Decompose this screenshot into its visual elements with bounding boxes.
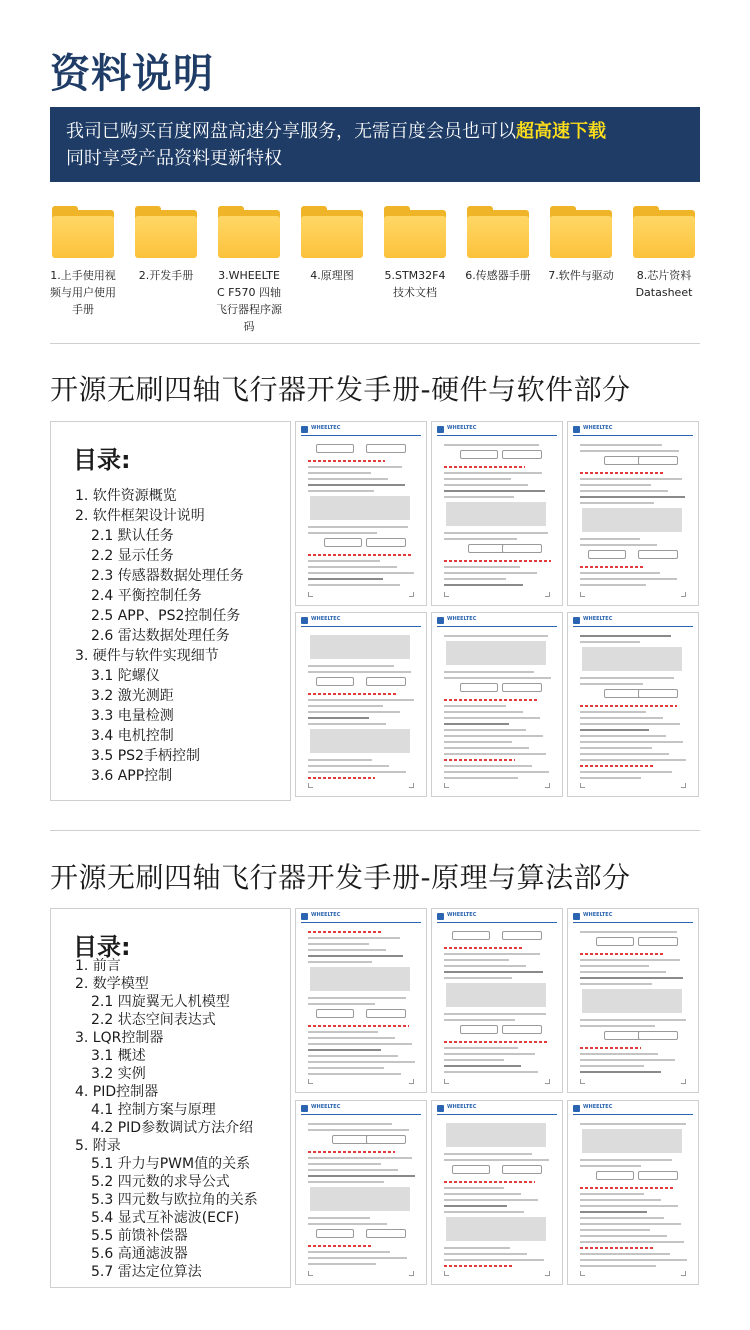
toc-panel-theory-algorithm: [50, 908, 291, 1288]
folder-icon: [633, 206, 695, 258]
page-thumbnail[interactable]: [567, 908, 699, 1093]
toc-panel-hardware-software: [50, 421, 291, 801]
page-thumbnail[interactable]: [567, 421, 699, 606]
thumbnail-logo-text: WHEELTEC: [311, 1104, 341, 1110]
folder-label: 1.上手使用视频与用户使用手册: [50, 269, 116, 316]
thumbnail-logo-text: WHEELTEC: [311, 425, 341, 431]
divider: [50, 830, 700, 831]
toc-item: 5.3 四元数与欧拉角的关系: [91, 1192, 258, 1208]
toc-item: 3.5 PS2手柄控制: [91, 748, 200, 764]
toc-item: 2.3 传感器数据处理任务: [91, 568, 244, 584]
thumbnail-logo-text: WHEELTEC: [447, 425, 477, 431]
toc-heading: 目录:: [73, 933, 131, 961]
toc-item: 3.2 激光测距: [91, 688, 174, 704]
toc-item: 3.3 电量检测: [91, 708, 174, 724]
page-thumbnail[interactable]: [431, 908, 563, 1093]
folder-item[interactable]: [216, 206, 282, 335]
toc-item: 1. 软件资源概览: [75, 488, 177, 504]
toc-item: 4.1 控制方案与原理: [91, 1102, 216, 1118]
toc-item: 2.2 显示任务: [91, 548, 174, 564]
thumbnail-logo-text: WHEELTEC: [583, 912, 613, 918]
folder-icon: [384, 206, 446, 258]
toc-item: 3.4 电机控制: [91, 728, 174, 744]
folder-item[interactable]: [50, 206, 116, 318]
toc-item: 1. 前言: [75, 958, 121, 974]
toc-item: 5.1 升力与PWM值的关系: [91, 1156, 251, 1172]
folder-item[interactable]: [299, 206, 365, 284]
banner-line-1: [66, 118, 684, 145]
folder-label: 5.STM32F4技术文档: [384, 269, 446, 299]
folder-label: 3.WHEELTEC F570 四轴飞行器程序源码: [216, 269, 282, 333]
page-thumbnail[interactable]: [431, 421, 563, 606]
folder-label: 4.原理图: [310, 269, 354, 282]
page-title: 资料说明: [50, 51, 214, 97]
toc-item: 5.5 前馈补偿器: [91, 1228, 188, 1244]
section-title-theory-algorithm: 开源无刷四轴飞行器开发手册-原理与算法部分: [50, 861, 631, 894]
toc-item: 3. 硬件与软件实现细节: [75, 648, 219, 664]
page-thumbnail[interactable]: [295, 421, 427, 606]
thumbnail-logo-text: WHEELTEC: [447, 616, 477, 622]
section-title-hardware-software: 开源无刷四轴飞行器开发手册-硬件与软件部分: [50, 373, 631, 406]
toc-item: 5.7 雷达定位算法: [91, 1264, 202, 1280]
toc-item: 2.1 默认任务: [91, 528, 174, 544]
folder-icon: [467, 206, 529, 258]
toc-item: 2.1 四旋翼无人机模型: [91, 994, 230, 1010]
toc-item: 2.5 APP、PS2控制任务: [91, 608, 241, 624]
toc-item: 2.6 雷达数据处理任务: [91, 628, 230, 644]
toc-list: [75, 957, 258, 1281]
banner-text: 我司已购买百度网盘高速分享服务，无需百度会员也可以: [66, 121, 516, 142]
toc-list: [75, 486, 244, 786]
thumbnail-logo-text: WHEELTEC: [447, 912, 477, 918]
folder-item[interactable]: [133, 206, 199, 284]
toc-item: 2.4 平衡控制任务: [91, 588, 202, 604]
page-thumbnail[interactable]: [567, 612, 699, 797]
thumbnail-logo-text: WHEELTEC: [583, 425, 613, 431]
page-thumbnail[interactable]: [295, 612, 427, 797]
toc-item: 5.2 四元数的求导公式: [91, 1174, 230, 1190]
folder-icon: [550, 206, 612, 258]
thumbnail-logo-text: WHEELTEC: [583, 616, 613, 622]
thumbnail-logo-text: WHEELTEC: [311, 616, 341, 622]
toc-item: 2. 软件框架设计说明: [75, 508, 205, 524]
page-thumbnail[interactable]: [431, 1100, 563, 1285]
toc-item: 5.6 高通滤波器: [91, 1246, 188, 1262]
folder-icon: [301, 206, 363, 258]
page-thumbnail[interactable]: [567, 1100, 699, 1285]
toc-item: 3.1 概述: [91, 1048, 146, 1064]
banner-highlight: 超高速下载: [516, 121, 606, 142]
toc-item: 3.6 APP控制: [91, 768, 173, 784]
folder-icon: [135, 206, 197, 258]
toc-item: 2. 数学模型: [75, 976, 149, 992]
thumbnail-logo-text: WHEELTEC: [311, 912, 341, 918]
thumbnail-logo-text: WHEELTEC: [447, 1104, 477, 1110]
page-thumbnail[interactable]: [295, 908, 427, 1093]
toc-item: 5.4 显式互补滤波(ECF): [91, 1210, 240, 1226]
folder-label: 6.传感器手册: [465, 269, 531, 282]
toc-heading: 目录:: [73, 446, 131, 474]
toc-item: 5. 附录: [75, 1138, 121, 1154]
folder-icon: [52, 206, 114, 258]
banner-line-2: 同时享受产品资料更新特权: [66, 148, 282, 169]
folder-item[interactable]: [382, 206, 448, 301]
folder-label: 8.芯片资料 Datasheet: [635, 269, 693, 299]
folder-item[interactable]: [548, 206, 614, 284]
thumbnail-logo-text: WHEELTEC: [583, 1104, 613, 1110]
folder-item[interactable]: [465, 206, 531, 284]
toc-item: 3.2 实例: [91, 1066, 146, 1082]
folder-item[interactable]: [631, 206, 697, 301]
folder-label: 7.软件与驱动: [548, 269, 614, 282]
info-banner: [50, 107, 700, 182]
folder-icon: [218, 206, 280, 258]
toc-item: 3. LQR控制器: [75, 1030, 164, 1046]
toc-item: 4. PID控制器: [75, 1084, 159, 1100]
page-thumbnail[interactable]: [431, 612, 563, 797]
folder-label: 2.开发手册: [138, 269, 194, 282]
toc-item: 3.1 陀螺仪: [91, 668, 160, 684]
toc-item: 4.2 PID参数调试方法介绍: [91, 1120, 254, 1136]
divider: [50, 343, 700, 344]
toc-item: 2.2 状态空间表达式: [91, 1012, 216, 1028]
folder-list: [50, 206, 720, 333]
page-thumbnail[interactable]: [295, 1100, 427, 1285]
